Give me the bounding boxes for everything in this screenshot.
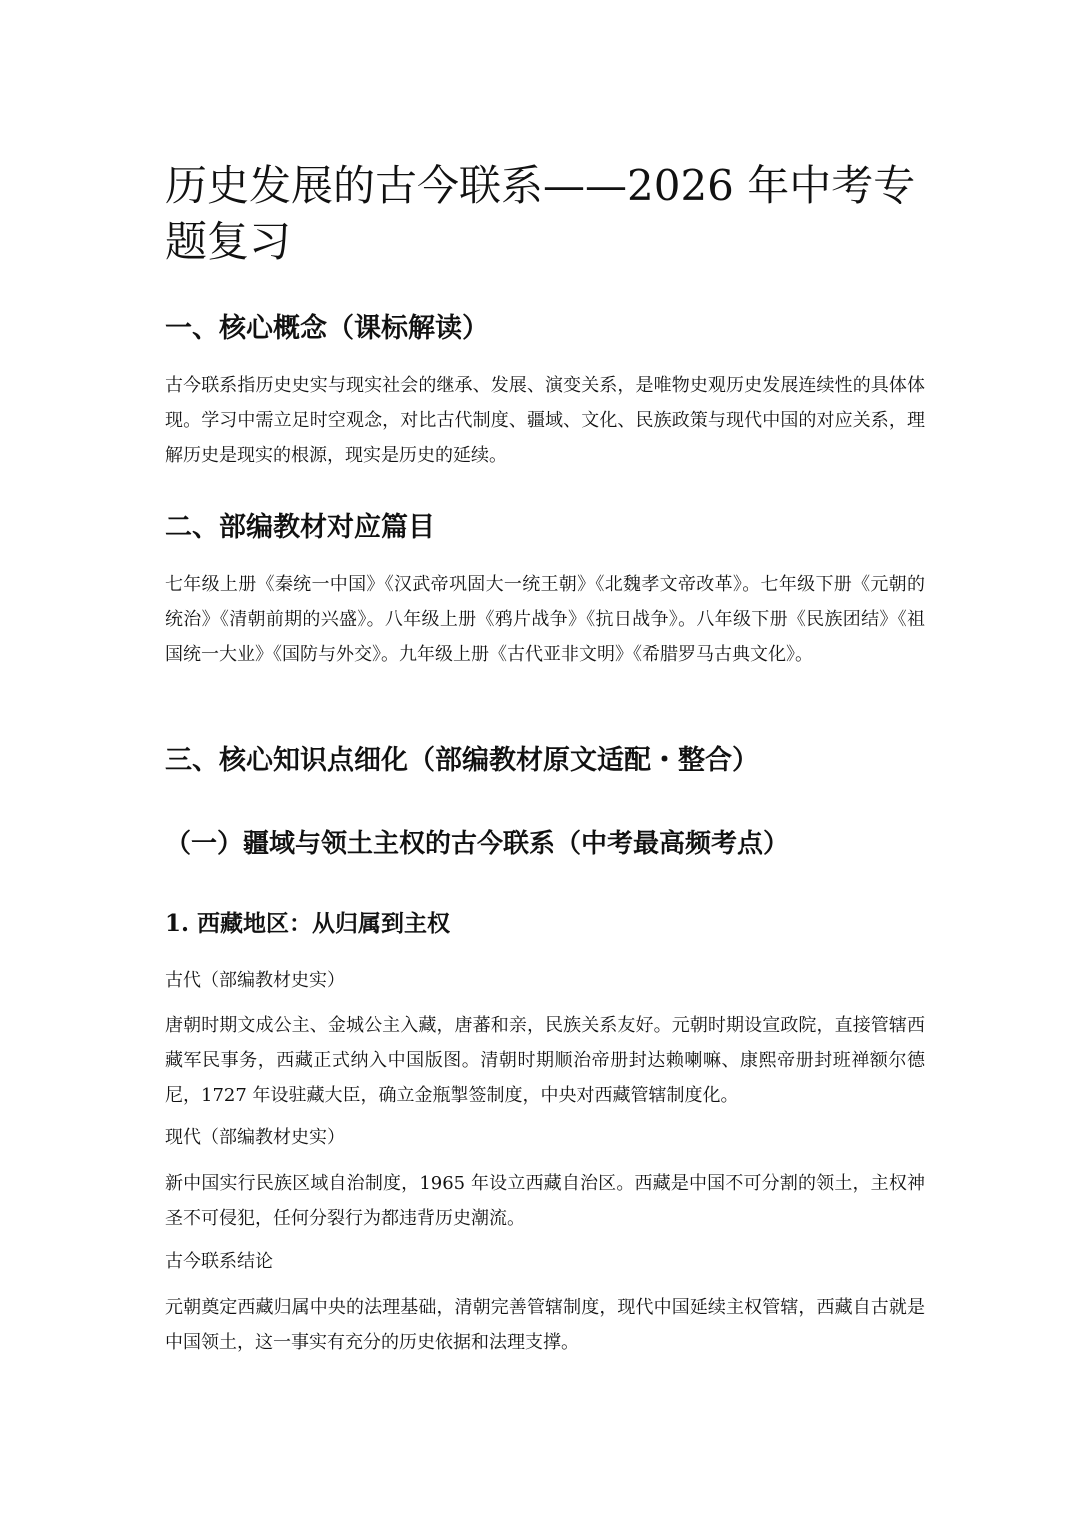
document-title: 历史发展的古今联系——2026 年中考专题复习 [165, 161, 916, 266]
section-1-body: 古今联系指历史史实与现实社会的继承、发展、演变关系，是唯物史观历史发展连续性的具体体现。学习中需立足时空观念，对比古代制度、疆域、文化、民族政策与现代中国的对应关系，理解历史是现实的根源，现实是历史的延续。 [165, 375, 925, 466]
section-1-heading: 一、核心概念（课标解读） [165, 313, 489, 344]
ancient-label: 古代（部编教材史实） [165, 970, 345, 991]
item-1-heading: 1. 西藏地区：从归属到主权 [165, 910, 451, 937]
section-2-heading: 二、部编教材对应篇目 [165, 512, 435, 543]
modern-label: 现代（部编教材史实） [165, 1127, 345, 1148]
section-3-heading: 三、核心知识点细化（部编教材原文适配・整合） [165, 745, 759, 776]
subsection-1-heading: （一）疆域与领土主权的古今联系（中考最高频考点） [165, 829, 790, 859]
modern-body: 新中国实行民族区域自治制度，1965 年设立西藏自治区。西藏是中国不可分割的领土，主权神圣不可侵犯，任何分裂行为都违背历史潮流。 [165, 1173, 925, 1229]
section-2-body: 七年级上册《秦统一中国》《汉武帝巩固大一统王朝》《北魏孝文帝改革》。七年级下册《元朝的统治》《清朝前期的兴盛》。八年级上册《鸦片战争》《抗日战争》。八年级下册《民族团结》《祖国统一大业》《国防与外交》。九年级上册《古代亚非文明》《希腊罗马古典文化》。 [165, 574, 925, 665]
ancient-body: 唐朝时期文成公主、金城公主入藏，唐蕃和亲，民族关系友好。元朝时期设宣政院，直接管辖西藏军民事务，西藏正式纳入中国版图。清朝时期顺治帝册封达赖喇嘛、康熙帝册封班禅额尔德尼，1727 年设驻藏大臣，确立金瓶掣签制度，中央对西藏管辖制度化。 [165, 1015, 925, 1106]
conclusion-body: 元朝奠定西藏归属中央的法理基础，清朝完善管辖制度，现代中国延续主权管辖，西藏自古就是中国领土，这一事实有充分的历史依据和法理支撑。 [165, 1297, 925, 1353]
conclusion-label: 古今联系结论 [165, 1251, 273, 1272]
